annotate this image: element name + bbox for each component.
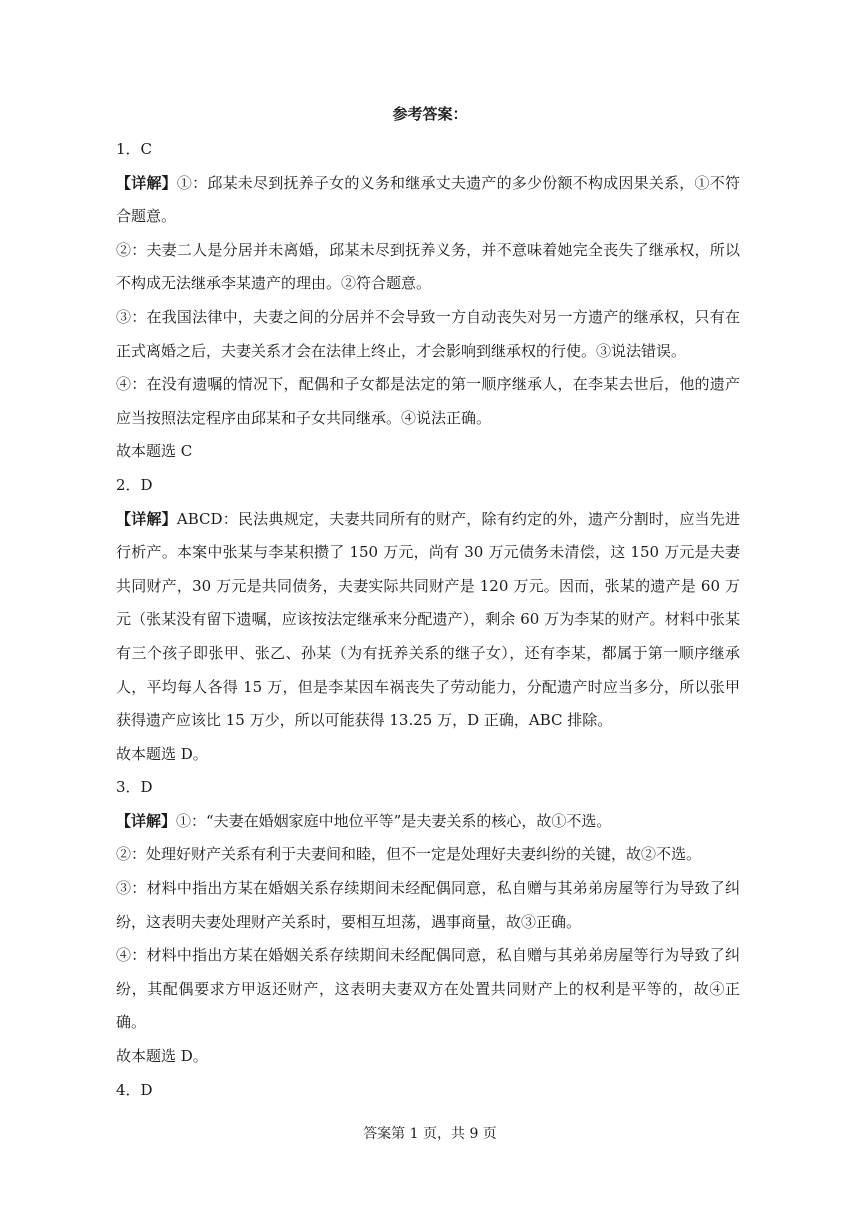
q3-detail-label: 【详解】 (116, 811, 177, 830)
q2-detail-1 (116, 503, 740, 738)
q1-detail-3: ③：在我国法律中，夫妻之间的分居并不会导致一方自动丧失对另一方遗产的继承权，只有在正式离婚之后，夫妻关系才会在法律上终止，才会影响到继承权的行使。③说法错误。 (116, 307, 740, 360)
q3-detail-3: ③：材料中指出方某在婚姻关系存续期间未经配偶同意，私自赠与其弟弟房屋等行为导致了纠纷，这表明夫妻处理财产关系时，要相互坦荡，遇事商量，故③正确。 (116, 879, 740, 931)
q1-detail-1 (116, 167, 740, 234)
q3-detail-1 (116, 805, 740, 839)
q3-detail-4: ④：材料中指出方某在婚姻关系存续期间未经配偶同意，私自赠与其弟弟房屋等行为导致了纠纷，其配偶要求方甲返还财产，这表明夫妻双方在处置共同财产上的权利是平等的，故④正确。 (116, 946, 740, 1032)
q1-detail-label: 【详解】 (116, 173, 177, 192)
q1-number: 1．C (116, 140, 153, 158)
q3-detail-2: ②：处理好财产关系有利于夫妻间和睦，但不一定是处理好夫妻纠纷的关键，故②不选。 (116, 845, 702, 864)
q1-conclusion: 故本题选 C (116, 442, 193, 461)
page-footer: 答案第 1 页，共 9 页 (363, 1126, 497, 1142)
q4-number: 4．D (116, 1080, 153, 1099)
q2-conclusion: 故本题选 D。 (116, 744, 208, 763)
q3-detail-text-1: ①：“夫妻在婚姻家庭中地位平等”是夫妻关系的核心，故①不选。 (176, 811, 612, 830)
answer-content (116, 133, 740, 1107)
page-title: 参考答案： (392, 105, 468, 123)
q1-detail-text-1: ①：邱某未尽到抚养子女的义务和继承丈夫遗产的多少份额不构成因果关系，①不符合题意。 (116, 173, 740, 226)
q2-detail-label: 【详解】 (116, 509, 177, 528)
q1-detail-2: ②：夫妻二人是分居并未离婚，邱某未尽到抚养义务，并不意味着她完全丧失了继承权，所以不构成无法继承李某遗产的理由。②符合题意。 (116, 240, 740, 293)
q1-detail-4: ④：在没有遗嘱的情况下，配偶和子女都是法定的第一顺序继承人，在李某去世后，他的遗产应当按照法定程序由邱某和子女共同继承。④说法正确。 (116, 375, 740, 427)
q2-detail-text-1: ABCD：民法典规定，夫妻共同所有的财产，除有约定的外，遗产分割时，应当先进行析产。本案中张某与李某积攒了 150 万元，尚有 30 万元债务未清偿，这 150 万元是夫妻共同财产，30 万元是共同债务，夫妻实际共同财产是 120 万元。因而，张某的遗产是 60 万元（张某没有留下遗嘱，应该按法定继承来分配遗产），剩余 60 万为李某的财产。材料中张某有三个孩子即张甲、张乙、孙某（为有抚养关系的继子女），还有李某，都属于第一顺序继承人，平均每人各得 15 万，但是李某因车祸丧失了劳动能力，分配遗产时应当多分，所以张甲获得遗产应该比 15 万少，所以可能获得 13.25 万，D 正确，ABC 排除。 (116, 509, 740, 730)
q3-conclusion: 故本题选 D。 (116, 1047, 208, 1066)
q3-number: 3．D (116, 778, 153, 797)
q2-number: 2．D (116, 475, 153, 494)
